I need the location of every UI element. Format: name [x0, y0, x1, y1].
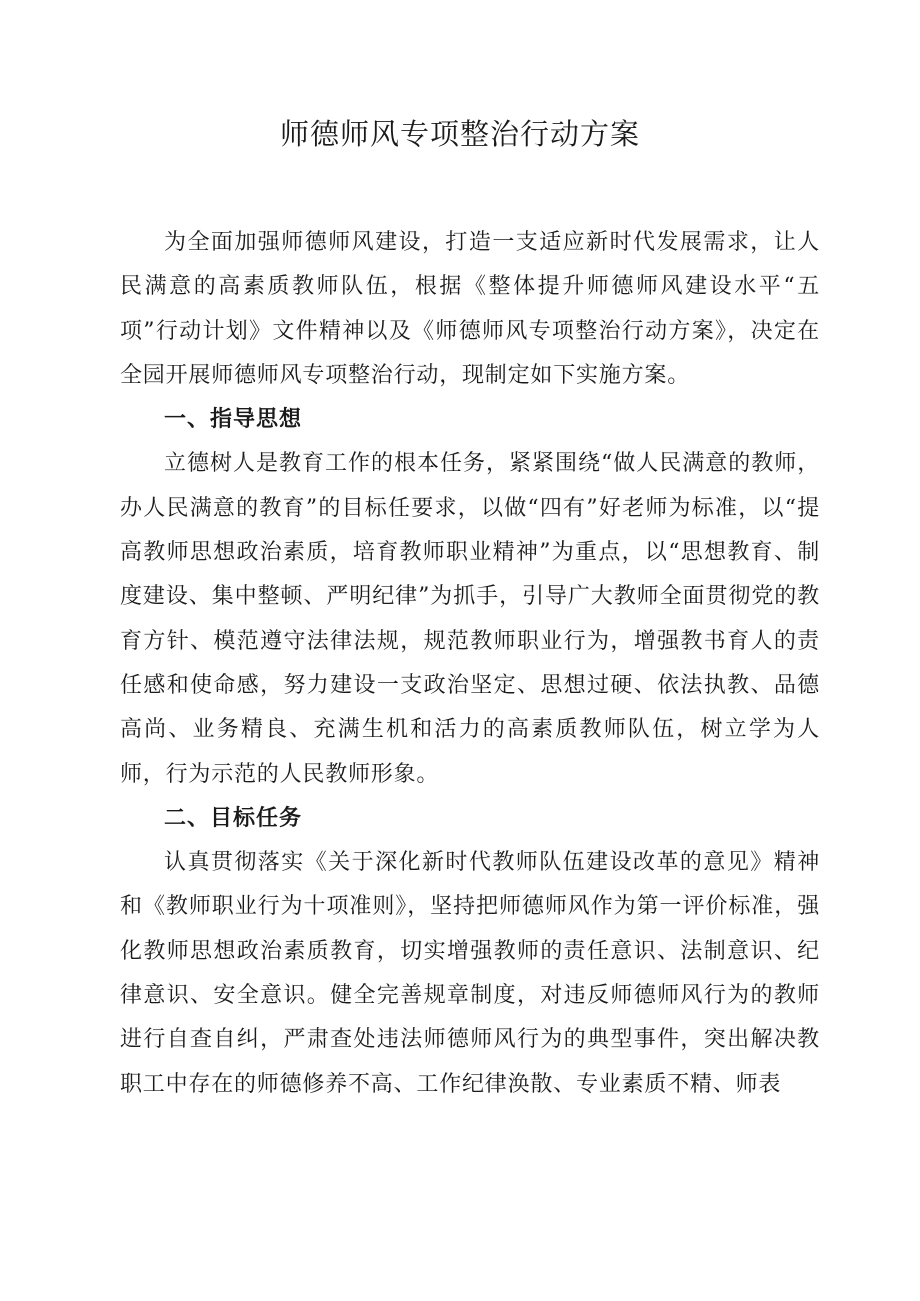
- intro-paragraph: 为全面加强师德师风建设，打造一支适应新时代发展需求，让人民满意的高素质教师队伍，根据《整体提升师德师风建设水平“五项”行动计划》文件精神以及《师德师风专项整治行动方案》，决定在全园开展师德师风专项整治行动，现制定如下实施方案。: [120, 230, 820, 388]
- document-title: 师德师风专项整治行动方案: [279, 117, 640, 151]
- section-heading-guiding-ideology: 一、指导思想: [164, 407, 303, 433]
- section-body-guiding-ideology: 立德树人是教育工作的根本任务，紧紧围绕“做人民满意的教师，办人民满意的教育”的目标任要求，以做“四有”好老师为标准，以“提高教师思想政治素质，培育教师职业精神”为重点，以“思想教育、制度建设、集中整顿、严明纪律”为抓手，引导广大教师全面贯彻党的教育方针、模范遵守法律法规，规范教师职业行为，增强教书育人的责任感和使命感，努力建设一支政治坚定、思想过硬、依法执教、品德高尚、业务精良、充满生机和活力的高素质教师队伍，树立学为人师，行为示范的人民教师形象。: [120, 451, 820, 787]
- section-body-goals-tasks: 认真贯彻落实《关于深化新时代教师队伍建设改革的意见》精神和《教师职业行为十项准则》，坚持把师德师风作为第一评价标准，强化教师思想政治素质教育，切实增强教师的责任意识、法制意识、纪律意识、安全意识。健全完善规章制度，对违反师德师风行为的教师进行自查自纠，严肃查处违法师德师风行为的典型事件，突出解决教职工中存在的师德修养不高、工作纪律涣散、专业素质不精、师表: [120, 850, 820, 1097]
- document-body: [120, 221, 820, 1107]
- section-heading-goals-tasks: 二、目标任务: [164, 805, 303, 831]
